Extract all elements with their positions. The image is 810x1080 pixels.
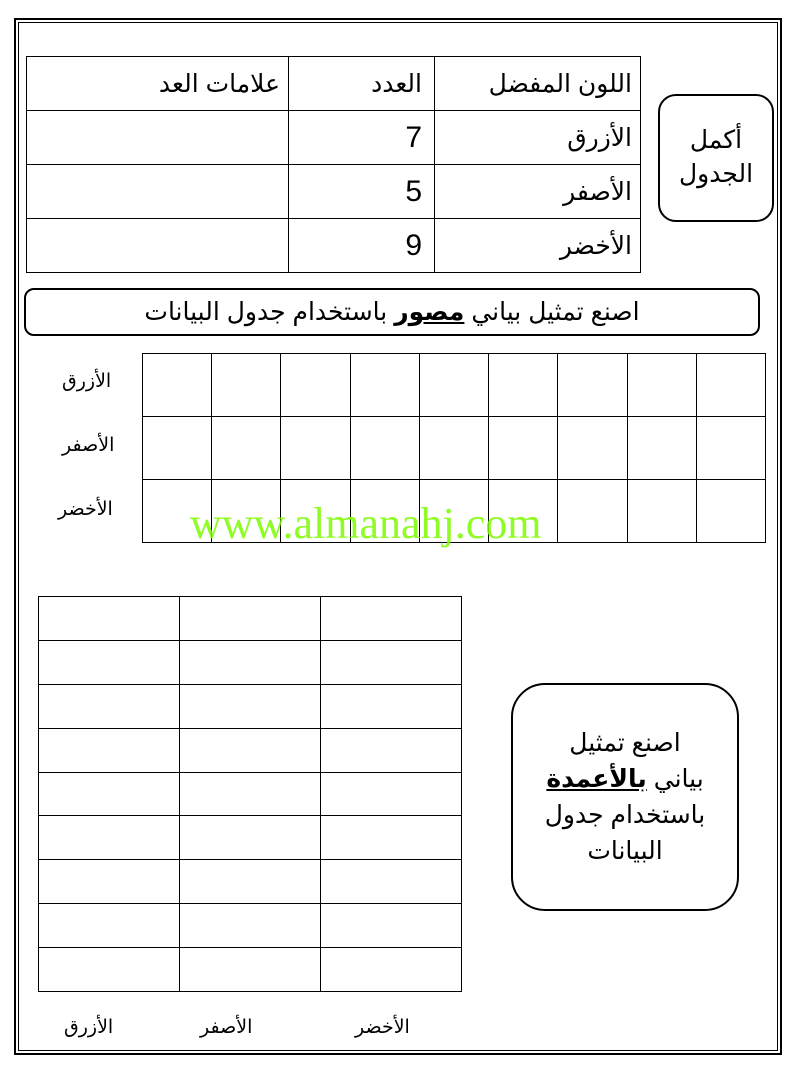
color-cell: الأزرق: [435, 111, 641, 165]
grid-cell[interactable]: [39, 860, 180, 904]
instruction-line: اصنع تمثيل: [569, 728, 681, 757]
grid-cell[interactable]: [212, 354, 281, 417]
pictograph-row: [143, 417, 766, 480]
grid-cell[interactable]: [39, 640, 180, 684]
complete-table-instruction: [658, 94, 774, 222]
bar-grid-row: [39, 597, 462, 641]
grid-cell[interactable]: [558, 480, 627, 543]
grid-cell[interactable]: [321, 816, 462, 860]
instruction-line: البيانات: [587, 837, 663, 866]
grid-cell[interactable]: [39, 684, 180, 728]
pictograph-row-label-blue: الأزرق: [62, 371, 112, 392]
instruction-line: أكمل: [689, 126, 743, 155]
grid-cell[interactable]: [489, 354, 558, 417]
grid-cell[interactable]: [696, 480, 765, 543]
color-cell: الأخضر: [435, 219, 641, 273]
grid-cell[interactable]: [558, 417, 627, 480]
grid-cell[interactable]: [39, 904, 180, 948]
grid-cell[interactable]: [627, 354, 696, 417]
grid-cell[interactable]: [558, 354, 627, 417]
grid-cell[interactable]: [419, 354, 488, 417]
instruction-text: باستخدام جدول البيانات: [144, 298, 388, 326]
bar-graph-grid[interactable]: [38, 596, 462, 992]
grid-cell[interactable]: [350, 354, 419, 417]
grid-cell[interactable]: [321, 728, 462, 772]
pictograph-row-label-green: الأخضر: [58, 499, 113, 520]
color-cell: الأصفر: [435, 165, 641, 219]
bar-grid-row: [39, 816, 462, 860]
grid-cell[interactable]: [321, 684, 462, 728]
grid-cell[interactable]: [489, 417, 558, 480]
count-cell: 7: [289, 111, 435, 165]
table-header-row: [27, 57, 641, 111]
count-cell: 9: [289, 219, 435, 273]
grid-cell[interactable]: [627, 480, 696, 543]
instruction-line: [546, 761, 703, 797]
grid-cell[interactable]: [321, 948, 462, 992]
grid-cell[interactable]: [321, 772, 462, 816]
bar-grid-row: [39, 640, 462, 684]
bar-grid-row: [39, 728, 462, 772]
grid-cell[interactable]: [180, 904, 321, 948]
table-row: [27, 111, 641, 165]
watermark: www.almanahj.com: [190, 499, 542, 548]
bar-graph-instruction: [511, 683, 739, 911]
grid-cell[interactable]: [212, 417, 281, 480]
bar-x-label-yellow: الأصفر: [200, 1017, 253, 1038]
grid-cell[interactable]: [39, 728, 180, 772]
grid-cell[interactable]: [321, 640, 462, 684]
tally-cell[interactable]: [27, 165, 289, 219]
grid-cell[interactable]: [321, 597, 462, 641]
pictograph-instruction: [24, 288, 760, 336]
grid-cell[interactable]: [143, 417, 212, 480]
grid-cell[interactable]: [143, 354, 212, 417]
pictograph-row: [143, 354, 766, 417]
grid-cell[interactable]: [419, 417, 488, 480]
bar-x-label-blue: الأزرق: [64, 1017, 114, 1038]
grid-cell[interactable]: [39, 948, 180, 992]
header-favorite-color: اللون المفضل: [435, 57, 641, 111]
grid-cell[interactable]: [281, 354, 350, 417]
bar-grid-row: [39, 904, 462, 948]
grid-cell[interactable]: [696, 417, 765, 480]
grid-cell[interactable]: [39, 816, 180, 860]
grid-cell[interactable]: [180, 728, 321, 772]
grid-cell[interactable]: [180, 948, 321, 992]
table-row: [27, 165, 641, 219]
grid-cell[interactable]: [180, 772, 321, 816]
bar-x-label-green: الأخضر: [355, 1017, 410, 1038]
instruction-text: بياني: [653, 764, 704, 793]
grid-cell[interactable]: [350, 417, 419, 480]
instruction-keyword: مصور: [394, 298, 465, 326]
bar-grid-row: [39, 948, 462, 992]
grid-cell[interactable]: [180, 860, 321, 904]
instruction-text: اصنع تمثيل بياني: [471, 298, 640, 326]
grid-cell[interactable]: [39, 597, 180, 641]
grid-cell[interactable]: [39, 772, 180, 816]
instruction-line: الجدول: [678, 160, 754, 188]
bar-grid-row: [39, 772, 462, 816]
tally-cell[interactable]: [27, 111, 289, 165]
bar-grid-row: [39, 684, 462, 728]
grid-cell[interactable]: [180, 684, 321, 728]
grid-cell[interactable]: [321, 860, 462, 904]
grid-cell[interactable]: [180, 597, 321, 641]
grid-cell[interactable]: [180, 816, 321, 860]
pictograph-row-label-yellow: الأصفر: [62, 435, 115, 456]
header-count: العدد: [289, 57, 435, 111]
grid-cell[interactable]: [321, 904, 462, 948]
instruction-line: باستخدام جدول: [544, 801, 706, 829]
count-cell: 5: [289, 165, 435, 219]
bar-grid-row: [39, 860, 462, 904]
table-row: [27, 219, 641, 273]
grid-cell[interactable]: [281, 417, 350, 480]
grid-cell[interactable]: [696, 354, 765, 417]
grid-cell[interactable]: [627, 417, 696, 480]
header-tally-marks: علامات العد: [27, 57, 289, 111]
tally-cell[interactable]: [27, 219, 289, 273]
instruction-keyword: بالأعمدة: [546, 764, 647, 793]
tally-table: [26, 56, 641, 273]
grid-cell[interactable]: [180, 640, 321, 684]
